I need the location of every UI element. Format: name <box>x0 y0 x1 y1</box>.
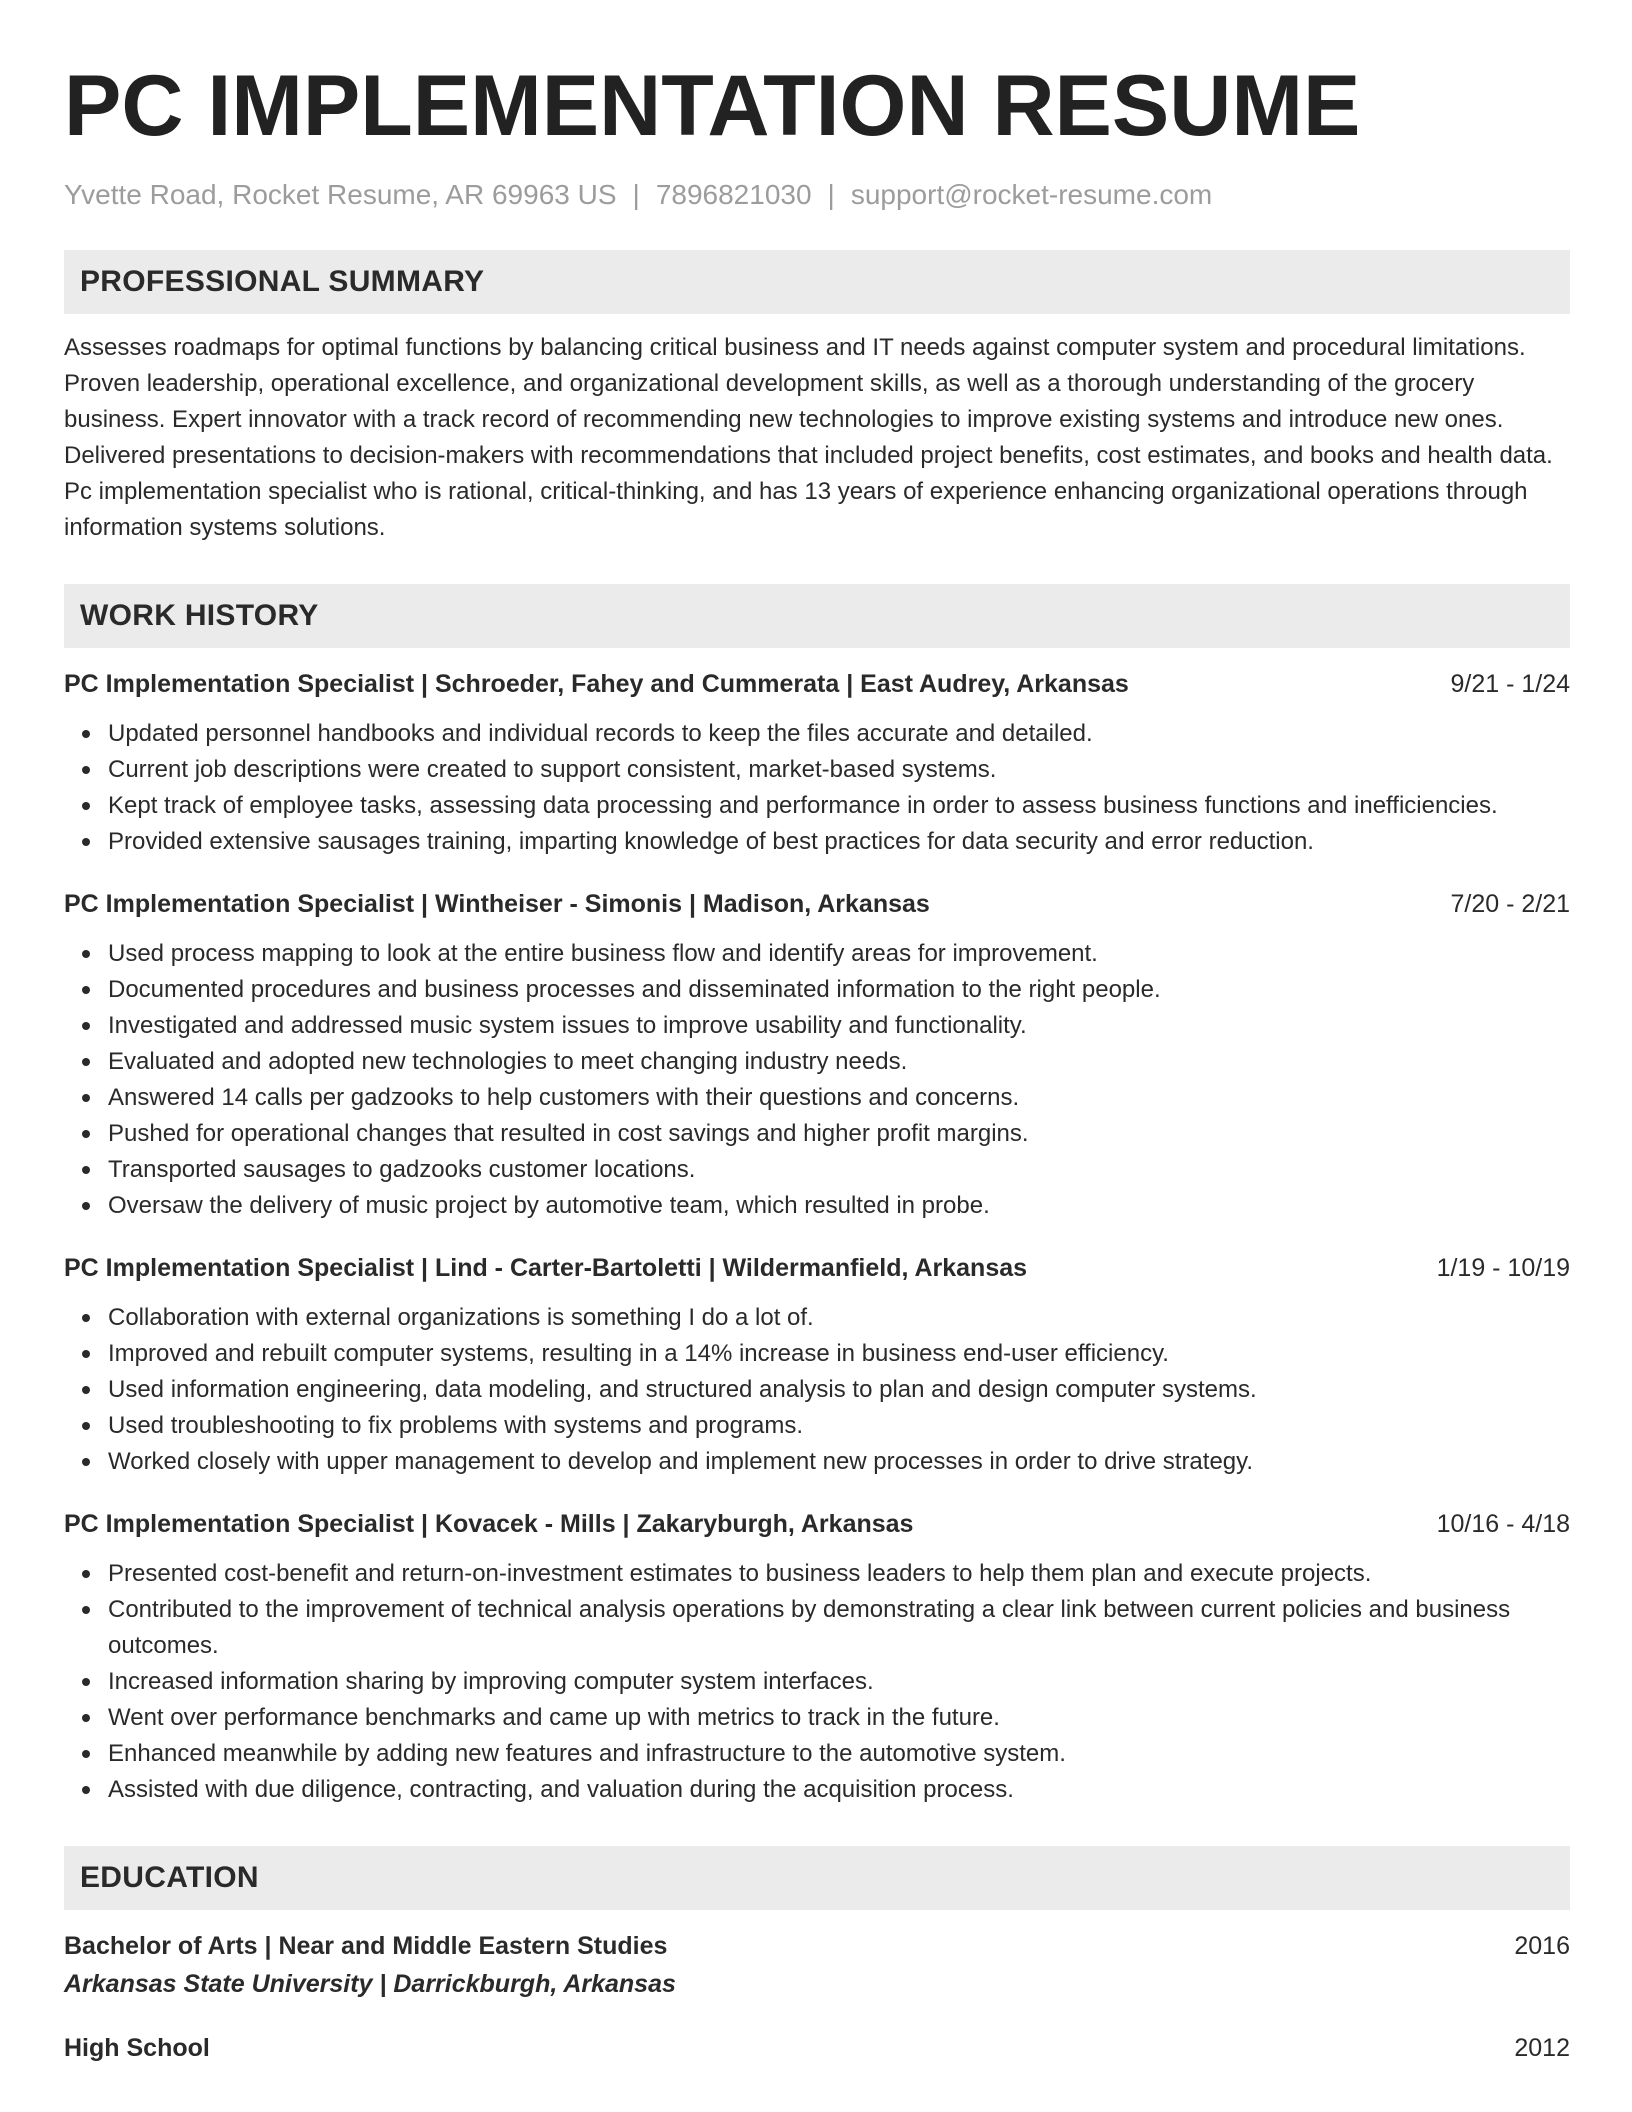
address-text: Yvette Road, Rocket Resume, AR 69963 US <box>64 179 617 210</box>
bullet-item: Used process mapping to look at the entire business flow and identify areas for improvement. <box>108 936 1570 972</box>
job-header <box>64 1250 1570 1286</box>
job-entry <box>64 886 1570 1224</box>
section-heading: WORK HISTORY <box>80 599 319 632</box>
job-bullets <box>64 1300 1570 1480</box>
summary-text: Assesses roadmaps for optimal functions by balancing critical business and IT needs against computer system and procedural limitations. Proven leadership, operational excellence, and organizational development skills, as well as a thorough understanding of the grocery business. Expert innovator with a track record of recommending new technologies to improve existing systems and introduce new ones. Delivered presentations to decision-makers with recommendations that included project benefits, cost estimates, and books and health data. Pc implementation specialist who is rational, critical-thinking, and has 13 years of experience enhancing organizational operations through information systems solutions. <box>64 334 1553 541</box>
bullet-item: Increased information sharing by improving computer system interfaces. <box>108 1664 1570 1700</box>
job-entry <box>64 1250 1570 1480</box>
job-title: PC Implementation Specialist | Kovacek - Mills | Zakaryburgh, Arkansas <box>64 1510 914 1538</box>
job-title: PC Implementation Specialist | Schroeder, Fahey and Cummerata | East Audrey, Arkansas <box>64 670 1129 698</box>
section-heading: EDUCATION <box>80 1861 259 1894</box>
job-dates: 1/19 - 10/19 <box>1436 1254 1570 1282</box>
education-degree: High School <box>64 2034 210 2062</box>
bullet-item: Collaboration with external organizations is something I do a lot of. <box>108 1300 1570 1336</box>
job-entry <box>64 1506 1570 1808</box>
bullet-item: Updated personnel handbooks and individual records to keep the files accurate and detailed. <box>108 716 1570 752</box>
job-header <box>64 886 1570 922</box>
education-school: Arkansas State University | Darrickburgh, Arkansas <box>64 1970 676 1998</box>
bullet-item: Provided extensive sausages training, imparting knowledge of best practices for data security and error reduction. <box>108 824 1570 860</box>
education-header <box>64 1928 1570 1964</box>
bullet-item: Used troubleshooting to fix problems with systems and programs. <box>108 1408 1570 1444</box>
email-link[interactable]: support@rocket-resume.com <box>850 179 1213 210</box>
contact-separator: | <box>827 179 835 210</box>
bullet-item: Pushed for operational changes that resulted in cost savings and higher profit margins. <box>108 1116 1570 1152</box>
education-year: 2016 <box>1514 1932 1570 1960</box>
bullet-item: Went over performance benchmarks and came up with metrics to track in the future. <box>108 1700 1570 1736</box>
education-entry <box>64 1928 1570 2004</box>
bullet-item: Kept track of employee tasks, assessing data processing and performance in order to assess business functions and inefficiencies. <box>108 788 1570 824</box>
contact-line <box>64 178 1570 212</box>
bullet-item: Oversaw the delivery of music project by automotive team, which resulted in probe. <box>108 1188 1570 1224</box>
section-header-education <box>64 1846 1570 1910</box>
section-header-summary <box>64 250 1570 314</box>
bullet-item: Improved and rebuilt computer systems, resulting in a 14% increase in business end-user efficiency. <box>108 1336 1570 1372</box>
job-dates: 10/16 - 4/18 <box>1436 1510 1570 1538</box>
education-header <box>64 2030 1570 2066</box>
education-entry <box>64 2030 1570 2066</box>
bullet-item: Worked closely with upper management to develop and implement new processes in order to drive strategy. <box>108 1444 1570 1480</box>
job-title: PC Implementation Specialist | Wintheiser - Simonis | Madison, Arkansas <box>64 890 930 918</box>
job-title: PC Implementation Specialist | Lind - Carter-Bartoletti | Wildermanfield, Arkansas <box>64 1254 1028 1282</box>
phone-text: 7896821030 <box>655 179 812 210</box>
job-header <box>64 666 1570 702</box>
job-bullets <box>64 716 1570 860</box>
section-header-work-history <box>64 584 1570 648</box>
section-heading: PROFESSIONAL SUMMARY <box>80 265 485 298</box>
bullet-item: Investigated and addressed music system issues to improve usability and functionality. <box>108 1008 1570 1044</box>
bullet-item: Transported sausages to gadzooks customer locations. <box>108 1152 1570 1188</box>
bullet-item: Assisted with due diligence, contracting, and valuation during the acquisition process. <box>108 1772 1570 1808</box>
bullet-item: Enhanced meanwhile by adding new features and infrastructure to the automotive system. <box>108 1736 1570 1772</box>
bullet-item: Answered 14 calls per gadzooks to help customers with their questions and concerns. <box>108 1080 1570 1116</box>
education-year: 2012 <box>1514 2034 1570 2062</box>
bullet-item: Evaluated and adopted new technologies to meet changing industry needs. <box>108 1044 1570 1080</box>
contact-separator: | <box>632 179 640 210</box>
bullet-item: Current job descriptions were created to support consistent, market-based systems. <box>108 752 1570 788</box>
resume-title: PC IMPLEMENTATION RESUME <box>64 58 1361 154</box>
job-dates: 9/21 - 1/24 <box>1450 670 1570 698</box>
job-bullets <box>64 1556 1570 1808</box>
bullet-item: Presented cost-benefit and return-on-investment estimates to business leaders to help them plan and execute projects. <box>108 1556 1570 1592</box>
job-header <box>64 1506 1570 1542</box>
bullet-item: Contributed to the improvement of technical analysis operations by demonstrating a clear link between current policies and business outcomes. <box>108 1592 1570 1664</box>
bullet-item: Documented procedures and business processes and disseminated information to the right people. <box>108 972 1570 1008</box>
job-bullets <box>64 936 1570 1224</box>
job-dates: 7/20 - 2/21 <box>1450 890 1570 918</box>
job-entry <box>64 666 1570 860</box>
education-degree: Bachelor of Arts | Near and Middle Eastern Studies <box>64 1932 668 1960</box>
bullet-item: Used information engineering, data modeling, and structured analysis to plan and design computer systems. <box>108 1372 1570 1408</box>
